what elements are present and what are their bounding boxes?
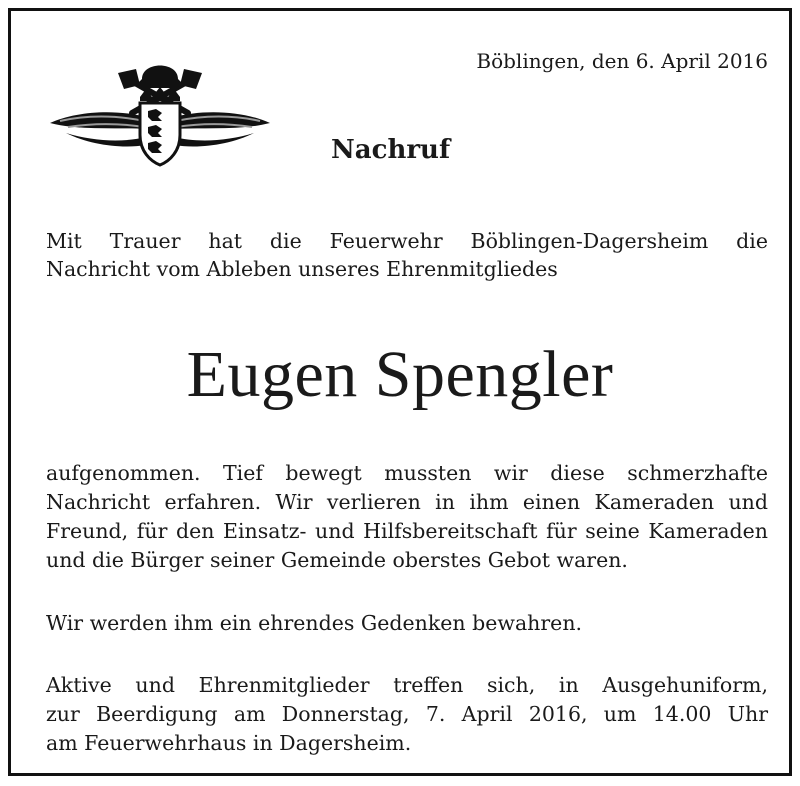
obituary-frame [8,8,792,776]
remembrance-line: Wir werden ihm ein ehrendes Gedenken bewahren. [46,611,583,635]
funeral-line-1: Aktive und Ehrenmitglieder treffen sich, in Ausgehuniform, [46,673,768,697]
fire-brigade-emblem-icon [46,51,274,171]
obituary-title: Nachruf [331,135,451,165]
funeral-line-3: am Feuerwehrhaus in Dagersheim. [46,731,412,755]
date-line: Böblingen, den 6. April 2016 [476,49,768,73]
deceased-name: Eugen Spengler [186,338,614,411]
body-paragraph: aufgenommen. Tief bewegt mussten wir diese schmerzhafte Nachricht erfahren. Wir verlieren in ihm einen Kameraden und Freund, für den Einsatz- und Hilfsbereitschaft für seine Kameraden und die Bürger seiner Gemeinde oberstes Gebot waren. [46,461,768,572]
intro-line-2: Nachricht vom Ableben unseres Ehrenmitgliedes [46,257,558,281]
intro-paragraph [46,227,768,283]
funeral-paragraph [46,671,768,758]
funeral-line-2: zur Beerdigung am Donnerstag, 7. April 2016, um 14.00 Uhr [46,702,768,726]
intro-line-1: Mit Trauer hat die Feuerwehr Böblingen-Dagersheim die [46,229,768,253]
